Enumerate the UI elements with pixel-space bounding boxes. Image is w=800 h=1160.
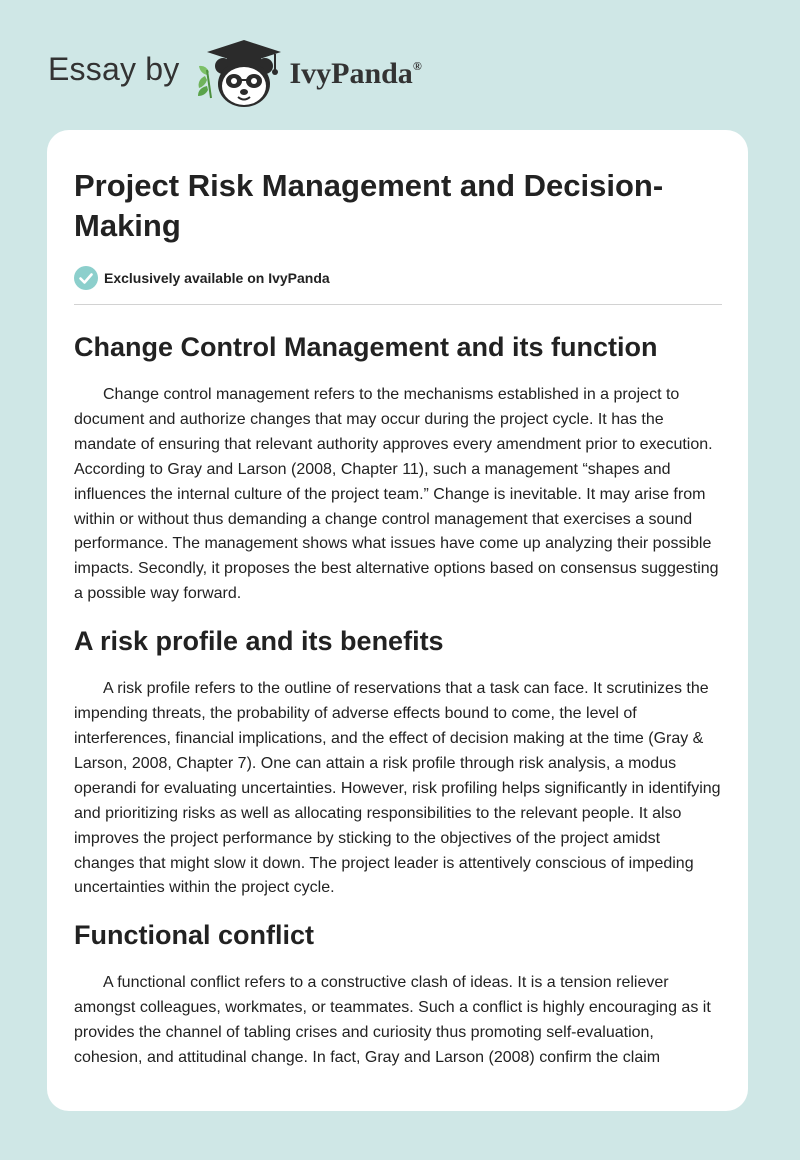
section-heading-change-control: Change Control Management and its function bbox=[74, 332, 658, 362]
essay-by-label: Essay by bbox=[48, 50, 180, 87]
exclusive-badge-label: Exclusively available on IvyPanda bbox=[104, 270, 330, 286]
panda-logo-icon[interactable] bbox=[193, 34, 285, 110]
section-heading-functional-conflict: Functional conflict bbox=[74, 920, 314, 951]
site-header bbox=[48, 34, 422, 110]
essay-card bbox=[47, 130, 748, 1111]
brand-name[interactable] bbox=[289, 57, 421, 91]
section-paragraph-functional-conflict: A functional conflict refers to a constructive clash of ideas. It is a tension reliever amongst colleagues, workmates, or teammates. Such a conflict is highly encouraging as it provides the channel of tabling crises and curiosity thus promoting self-evaluation, cohesion, and attitudinal change. In fact, Gray and Larson (2008) confirm the claim bbox=[74, 974, 711, 1067]
exclusive-badge bbox=[74, 266, 722, 305]
registered-mark: ® bbox=[412, 59, 422, 73]
section-heading-risk-profile: A risk profile and its benefits bbox=[74, 626, 444, 657]
page-title: Project Risk Management and Decision-Making bbox=[74, 168, 664, 243]
brand-name-text: IvyPanda bbox=[289, 57, 413, 90]
check-circle-icon bbox=[74, 266, 98, 290]
section-paragraph-risk-profile: A risk profile refers to the outline of reservations that a task can face. It scrutinizes the impending threats, the probability of adverse effects bound to come, the level of interferences, financial implications, and the effect of decision making at the time (Gray & Larson, 2008, Chapter 7). One can attain a risk profile through risk analysis, a modus operandi for evaluating uncertainties. However, risk profiling helps significantly in identifying and prioritizing risks as well as allocating responsibilities to the relevant people. It also improves the project performance by sticking to the objectives of the project amidst changes that might slow it down. The project leader is attentively conscious of impeding uncertainties within the project cycle. bbox=[74, 680, 721, 897]
section-paragraph-change-control: Change control management refers to the mechanisms established in a project to document and authorize changes that may occur during the project cycle. It has the mandate of ensuring that relevant authority approves every amendment prior to execution. According to Gray and Larson (2008, Chapter 11), such a management “shapes and influences the internal culture of the project team.” Change is inevitable. It may arise from within or without thus demanding a change control management that exercises a sound performance. The management shows what issues have come up analyzing their possible impacts. Secondly, it proposes the best alternative options based on consensus suggesting a possible way forward. bbox=[74, 386, 719, 603]
